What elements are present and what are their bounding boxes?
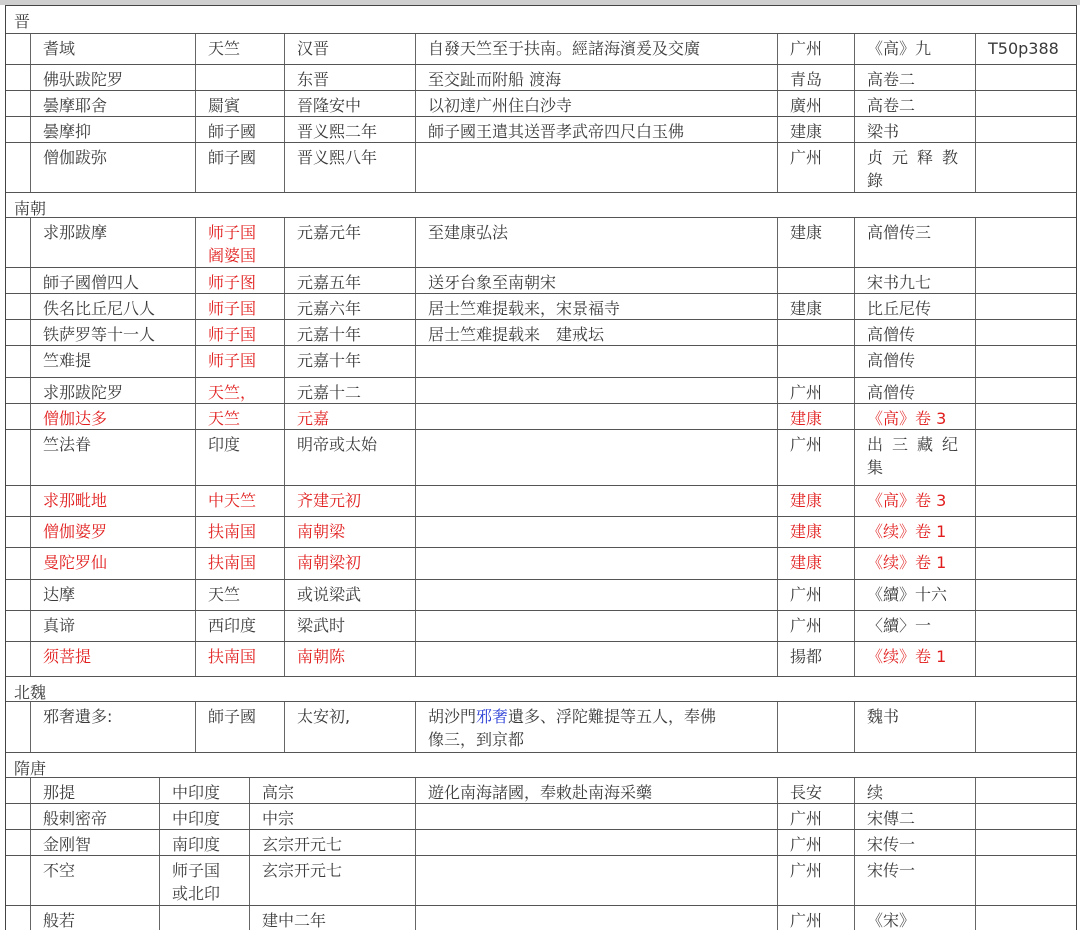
ref-cell — [975, 856, 1076, 905]
origin-cell: 师子国 阇婆国 — [195, 218, 284, 267]
origin-cell: 師子國 — [195, 702, 284, 752]
place-cell: 建康 — [777, 517, 854, 547]
name-cell: 曇摩耶舍 — [30, 91, 195, 116]
place-cell: 广州 — [777, 378, 854, 403]
place-cell: 建康 — [777, 218, 854, 267]
note-cell — [415, 143, 777, 192]
note-cell: 自發天竺至于扶南。經諸海濱爰及交廣 — [415, 34, 777, 64]
source-cell: 宋传一 — [854, 856, 975, 905]
origin-cell: 师子国 — [195, 346, 284, 377]
note-cell — [415, 702, 777, 752]
ref-cell — [975, 268, 1076, 293]
table-row — [6, 378, 1076, 404]
note-cell — [415, 430, 777, 485]
note-cell — [415, 906, 777, 930]
origin-cell: 中天竺 — [195, 486, 284, 516]
place-cell: 建康 — [777, 404, 854, 429]
ref-cell — [975, 517, 1076, 547]
ref-cell — [975, 117, 1076, 142]
origin-cell: 中印度 — [159, 804, 249, 829]
era-cell: 元嘉五年 — [284, 268, 415, 293]
era-cell: 晉隆安中 — [284, 91, 415, 116]
name-cell: 那提 — [30, 778, 159, 803]
origin-cell: 南印度 — [159, 830, 249, 855]
place-cell: 建康 — [777, 117, 854, 142]
place-cell: 广州 — [777, 906, 854, 930]
note-cell: 至交趾而附船 渡海 — [415, 65, 777, 90]
era-cell: 南朝梁初 — [284, 548, 415, 579]
source-cell: 高僧传 — [854, 378, 975, 403]
era-cell: 东晋 — [284, 65, 415, 90]
note-cell — [415, 404, 777, 429]
ref-cell — [975, 642, 1076, 676]
name-cell: 僧伽跋弥 — [30, 143, 195, 192]
era-cell: 汉晋 — [284, 34, 415, 64]
note-text: 胡沙門 — [428, 707, 477, 726]
name-cell: 佚名比丘尼八人 — [30, 294, 195, 319]
table-row — [6, 91, 1076, 117]
ref-cell — [975, 320, 1076, 345]
note-cell: 居士竺难提载来 建戒坛 — [415, 320, 777, 345]
source-cell: 《續》十六 — [854, 580, 975, 610]
era-cell: 晋义熙二年 — [284, 117, 415, 142]
ref-cell — [975, 486, 1076, 516]
origin-cell — [159, 906, 249, 930]
era-cell: 晋义熙八年 — [284, 143, 415, 192]
source-cell: 高卷二 — [854, 91, 975, 116]
table-row — [6, 294, 1076, 320]
era-cell: 元嘉十年 — [284, 346, 415, 377]
table-row — [6, 346, 1076, 378]
name-cell: 竺法眷 — [30, 430, 195, 485]
era-cell: 梁武时 — [284, 611, 415, 641]
era-cell: 建中二年 — [249, 906, 415, 930]
note-cell — [415, 830, 777, 855]
name-cell: 曇摩抑 — [30, 117, 195, 142]
place-cell — [777, 346, 854, 377]
table-row — [6, 804, 1076, 830]
source-cell: 魏书 — [854, 702, 975, 752]
era-cell: 或说梁武 — [284, 580, 415, 610]
origin-cell: 师子国 — [195, 320, 284, 345]
origin-cell: 扶南国 — [195, 548, 284, 579]
place-cell — [777, 268, 854, 293]
name-cell: 僧伽婆罗 — [30, 517, 195, 547]
source-cell: 高僧传 — [854, 320, 975, 345]
ref-cell — [975, 548, 1076, 579]
origin-cell: 中印度 — [159, 778, 249, 803]
place-cell: 建康 — [777, 294, 854, 319]
note-cell — [415, 856, 777, 905]
ref-cell — [975, 830, 1076, 855]
origin-cell: 天竺 — [195, 34, 284, 64]
table-row — [6, 65, 1076, 91]
table-row — [6, 778, 1076, 804]
era-cell: 南朝陈 — [284, 642, 415, 676]
table-row — [6, 906, 1076, 930]
name-cell: 求那跋陀罗 — [30, 378, 195, 403]
section-title: 南朝 — [14, 199, 47, 218]
ref-cell — [975, 702, 1076, 752]
origin-cell: 師子國 — [195, 143, 284, 192]
highlighted-name: 邪奢 — [476, 707, 509, 726]
place-cell: 長安 — [777, 778, 854, 803]
name-cell: 竺难提 — [30, 346, 195, 377]
note-cell — [415, 580, 777, 610]
table-row — [6, 517, 1076, 548]
note-cell: 遊化南海諸國，奉敕赴南海采藥 — [415, 778, 777, 803]
name-cell: 僧伽达多 — [30, 404, 195, 429]
ref-cell — [975, 778, 1076, 803]
source-cell: 比丘尼传 — [854, 294, 975, 319]
source-cell: 《续》卷 1 — [854, 642, 975, 676]
ref-cell: T50p388 — [975, 34, 1076, 64]
origin-cell: 師子國 — [195, 117, 284, 142]
source-cell: 宋传一 — [854, 830, 975, 855]
section-title: 隋唐 — [14, 759, 47, 778]
note-cell — [415, 517, 777, 547]
source-cell: 高僧传 — [854, 346, 975, 377]
ref-cell — [975, 404, 1076, 429]
place-cell: 广州 — [777, 856, 854, 905]
ref-cell — [975, 580, 1076, 610]
table-row — [6, 486, 1076, 517]
table-row — [6, 642, 1076, 677]
name-cell: 般若 — [30, 906, 159, 930]
note-cell — [415, 378, 777, 403]
ref-cell — [975, 346, 1076, 377]
section-title: 北魏 — [14, 683, 47, 702]
table-row — [6, 430, 1076, 486]
table-row — [6, 320, 1076, 346]
source-cell: 宋书九七 — [854, 268, 975, 293]
ref-cell — [975, 906, 1076, 930]
source-cell: 《高》卷 3 — [854, 486, 975, 516]
source-cell: 高僧传三 — [854, 218, 975, 267]
table-row — [6, 117, 1076, 143]
origin-cell: 天竺 — [195, 404, 284, 429]
name-cell: 达摩 — [30, 580, 195, 610]
source-cell: 高卷二 — [854, 65, 975, 90]
era-cell: 元嘉十二 — [284, 378, 415, 403]
table-row — [6, 830, 1076, 856]
origin-cell: 天竺 — [195, 580, 284, 610]
era-cell: 高宗 — [249, 778, 415, 803]
place-cell: 广州 — [777, 430, 854, 485]
origin-cell: 扶南国 — [195, 642, 284, 676]
origin-cell: 扶南国 — [195, 517, 284, 547]
note-cell: 居士竺难提载来，宋景福寺 — [415, 294, 777, 319]
name-cell: 師子國僧四人 — [30, 268, 195, 293]
name-cell: 真谛 — [30, 611, 195, 641]
place-cell: 广州 — [777, 611, 854, 641]
ref-cell — [975, 611, 1076, 641]
source-cell: 《高》九 — [854, 34, 975, 64]
table-row — [6, 218, 1076, 268]
origin-cell: 天竺， — [195, 378, 284, 403]
place-cell: 广州 — [777, 34, 854, 64]
name-cell: 求那跋摩 — [30, 218, 195, 267]
name-cell: 佛驮跋陀罗 — [30, 65, 195, 90]
table-row — [6, 580, 1076, 611]
note-cell — [415, 611, 777, 641]
section-header-southern-dynasties — [6, 193, 1076, 218]
ref-cell — [975, 294, 1076, 319]
name-cell: 求那毗地 — [30, 486, 195, 516]
ref-cell — [975, 65, 1076, 90]
name-cell: 耆域 — [30, 34, 195, 64]
section-header-jin — [6, 6, 1076, 34]
place-cell: 广州 — [777, 580, 854, 610]
note-cell — [415, 346, 777, 377]
origin-cell: 印度 — [195, 430, 284, 485]
ref-cell — [975, 430, 1076, 485]
era-cell: 元嘉 — [284, 404, 415, 429]
table-row — [6, 611, 1076, 642]
era-cell: 元嘉六年 — [284, 294, 415, 319]
origin-cell: 西印度 — [195, 611, 284, 641]
section-title: 晋 — [14, 12, 31, 31]
era-cell: 南朝梁 — [284, 517, 415, 547]
name-cell: 不空 — [30, 856, 159, 905]
note-cell — [415, 548, 777, 579]
era-cell: 元嘉元年 — [284, 218, 415, 267]
source-cell: 梁书 — [854, 117, 975, 142]
origin-cell: 师子国 — [195, 294, 284, 319]
place-cell: 青岛 — [777, 65, 854, 90]
place-cell: 广州 — [777, 143, 854, 192]
table-row — [6, 268, 1076, 294]
table-row — [6, 34, 1076, 65]
ref-cell — [975, 804, 1076, 829]
place-cell: 廣州 — [777, 91, 854, 116]
note-cell — [415, 804, 777, 829]
source-cell: 《续》卷 1 — [854, 517, 975, 547]
ref-cell — [975, 143, 1076, 192]
ref-cell — [975, 378, 1076, 403]
place-cell: 建康 — [777, 548, 854, 579]
note-cell: 以初達广州住白沙寺 — [415, 91, 777, 116]
source-cell: 宋傳二 — [854, 804, 975, 829]
note-cell: 師子國王遣其送晋孝武帝四尺白玉佛 — [415, 117, 777, 142]
section-header-sui-tang — [6, 753, 1076, 778]
era-cell: 中宗 — [249, 804, 415, 829]
ref-cell — [975, 91, 1076, 116]
place-cell: 建康 — [777, 486, 854, 516]
place-cell — [777, 320, 854, 345]
source-cell: 《高》卷 3 — [854, 404, 975, 429]
note-cell — [415, 486, 777, 516]
note-cell — [415, 642, 777, 676]
place-cell: 广州 — [777, 830, 854, 855]
source-cell: 《宋》 — [854, 906, 975, 930]
source-cell: 出三藏纪 集 — [854, 430, 975, 485]
note-cell: 至建康弘法 — [415, 218, 777, 267]
era-cell: 玄宗开元七 — [249, 830, 415, 855]
origin-cell: 师子图 — [195, 268, 284, 293]
place-cell — [777, 702, 854, 752]
section-header-northern-wei — [6, 677, 1076, 702]
era-cell: 明帝或太始 — [284, 430, 415, 485]
name-cell: 铁萨罗等十一人 — [30, 320, 195, 345]
ref-cell — [975, 218, 1076, 267]
place-cell: 广州 — [777, 804, 854, 829]
table-row — [6, 856, 1076, 906]
name-cell: 须菩提 — [30, 642, 195, 676]
era-cell: 太安初, — [284, 702, 415, 752]
source-cell: 贞元释教 錄 — [854, 143, 975, 192]
source-cell: 续 — [854, 778, 975, 803]
table-row — [6, 548, 1076, 580]
place-cell: 揚都 — [777, 642, 854, 676]
origin-cell: 罽賓 — [195, 91, 284, 116]
origin-cell — [195, 65, 284, 90]
name-cell: 般剌密帝 — [30, 804, 159, 829]
note-text: 遺多、浮陀難提等五人，奉佛 像三，到京都 — [428, 707, 717, 749]
table-row — [6, 404, 1076, 430]
era-cell: 齐建元初 — [284, 486, 415, 516]
era-cell: 元嘉十年 — [284, 320, 415, 345]
origin-cell: 师子国 或北印 — [159, 856, 249, 905]
source-cell: 《续》卷 1 — [854, 548, 975, 579]
name-cell: 曼陀罗仙 — [30, 548, 195, 579]
note-cell: 送牙台象至南朝宋 — [415, 268, 777, 293]
name-cell: 金刚智 — [30, 830, 159, 855]
source-cell: 〈續〉一 — [854, 611, 975, 641]
monk-records-table — [5, 5, 1077, 930]
name-cell: 邪奢遺多: — [30, 702, 195, 752]
era-cell: 玄宗开元七 — [249, 856, 415, 905]
table-row — [6, 143, 1076, 193]
table-row — [6, 702, 1076, 753]
